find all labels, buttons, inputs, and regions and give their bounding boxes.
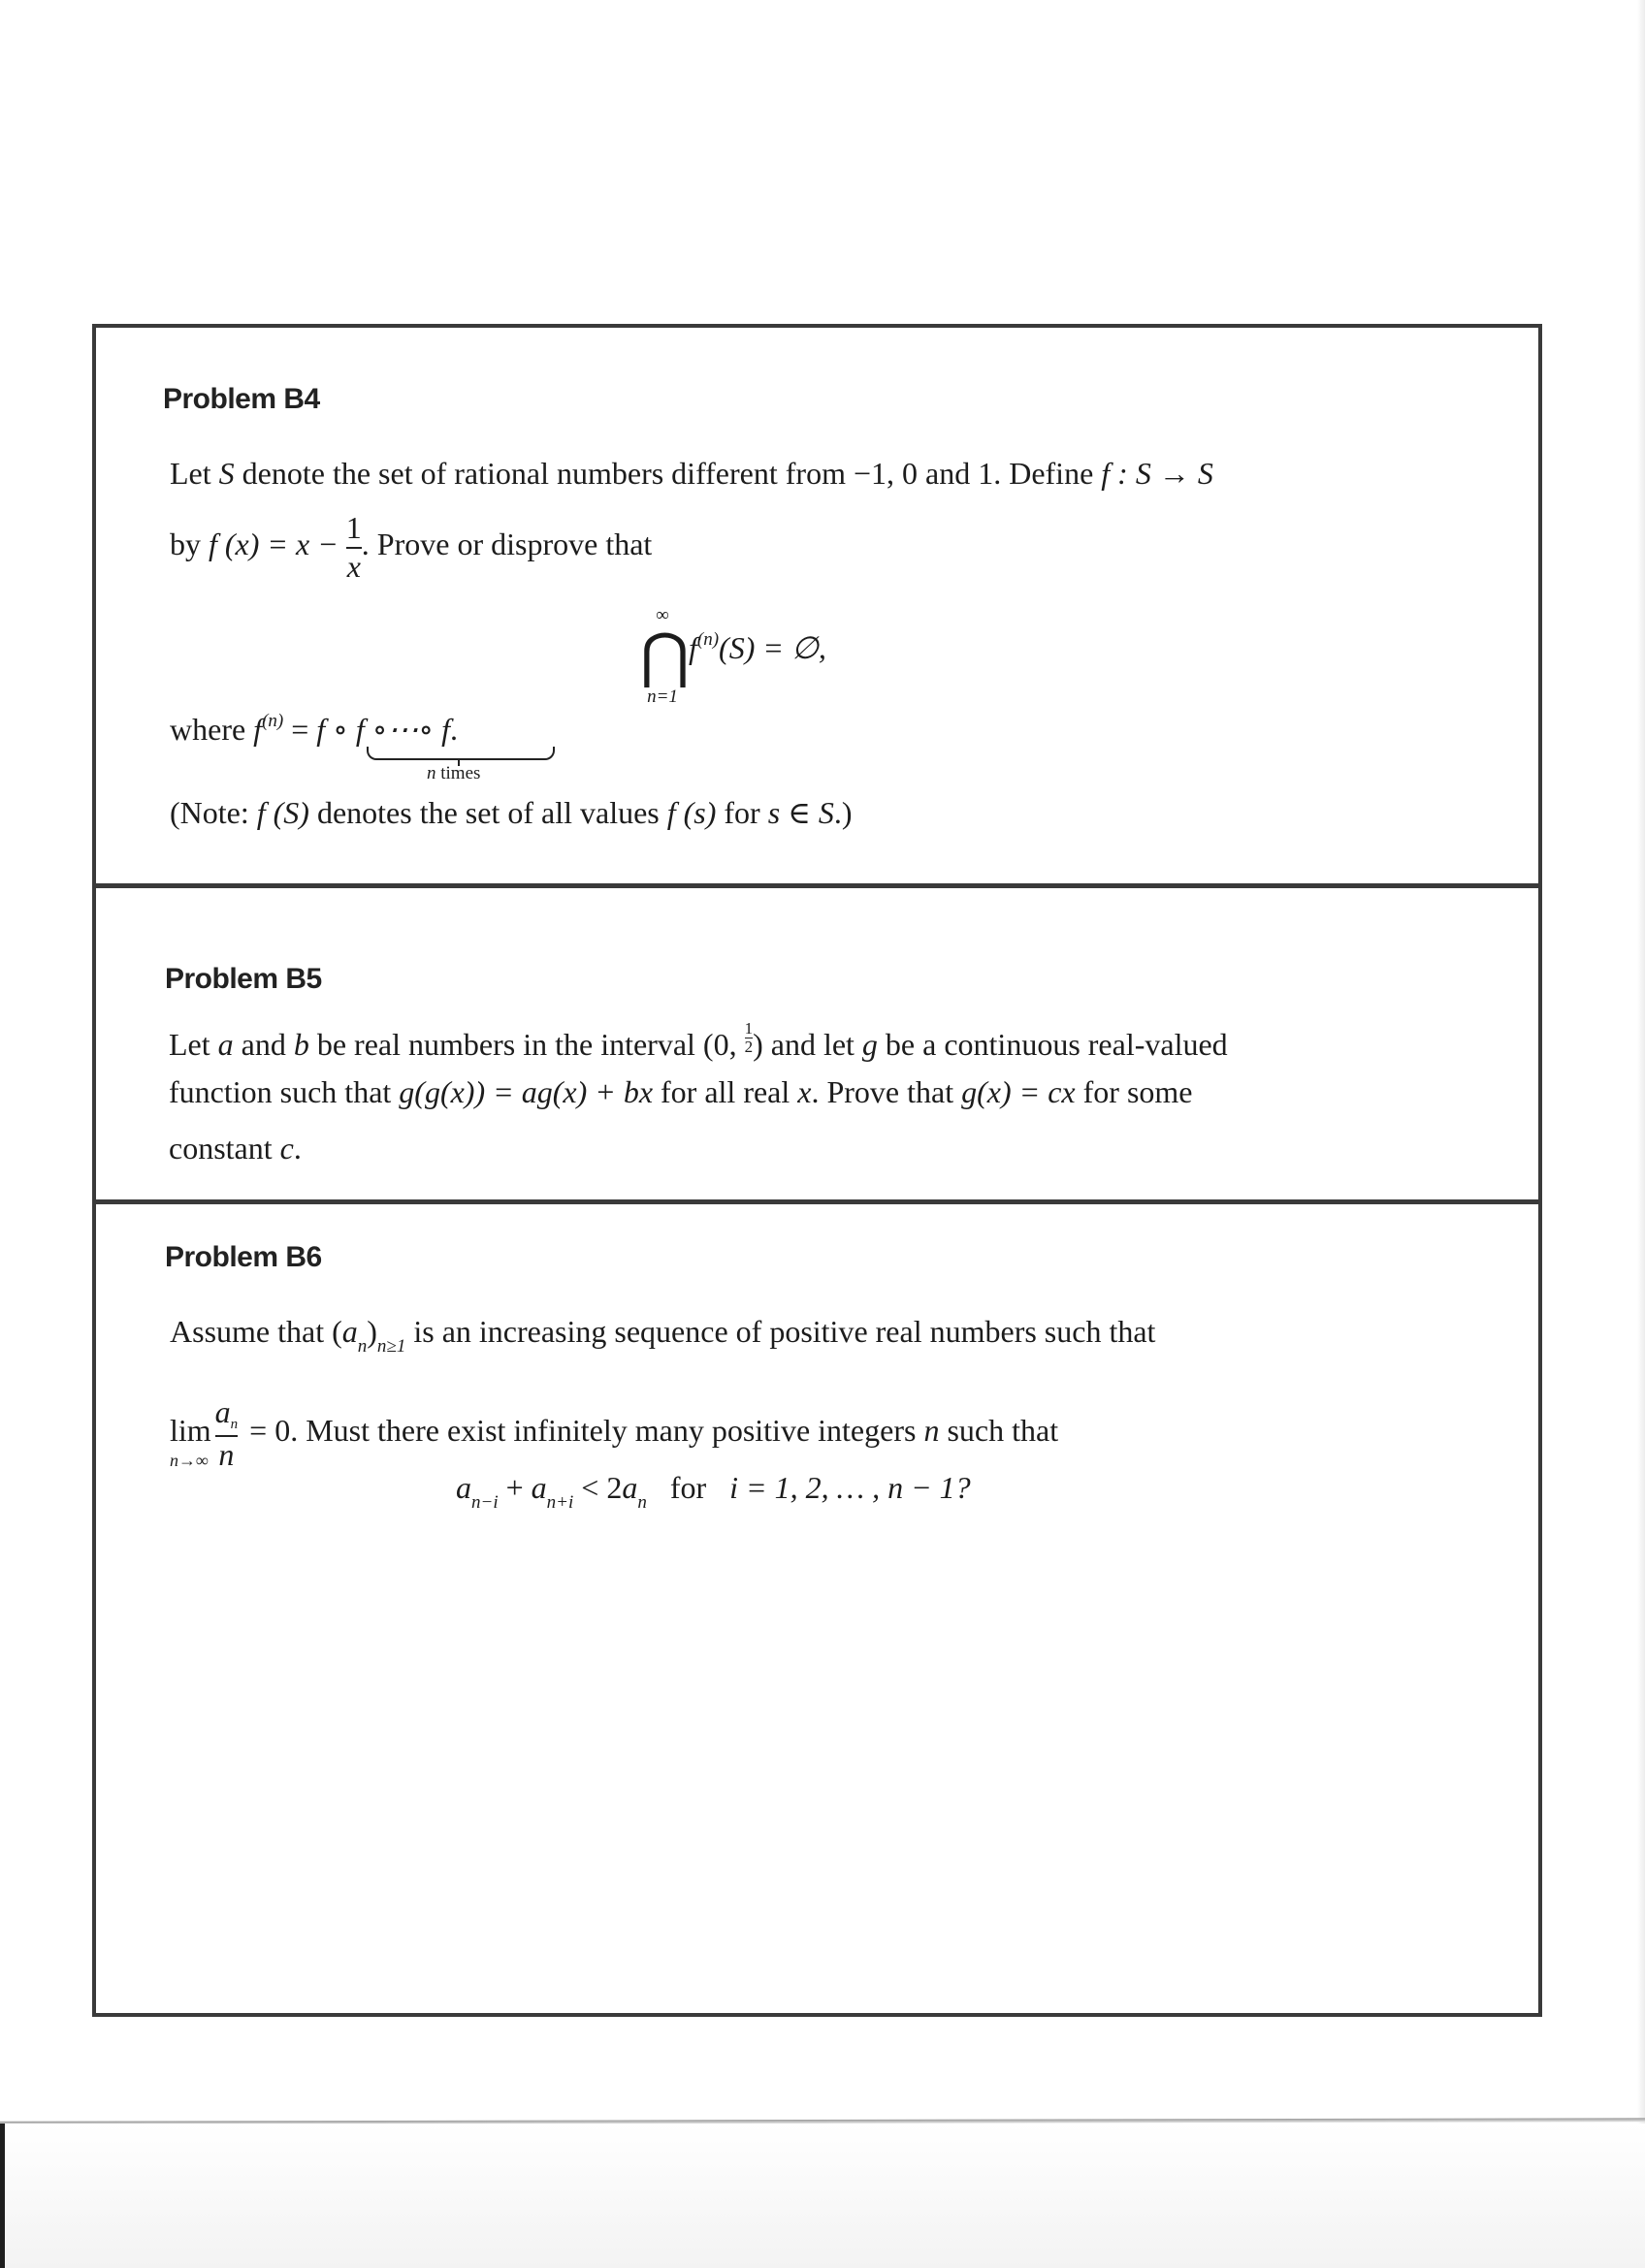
limit-operator <box>170 1413 211 1471</box>
subscript: n≥1 <box>376 1336 406 1357</box>
text: function such that <box>169 1074 400 1109</box>
text: Let <box>170 456 219 491</box>
text: for some <box>1075 1074 1193 1109</box>
math-var: c <box>279 1131 294 1166</box>
fraction-numerator: 1 <box>744 1019 754 1038</box>
fraction-numerator: 1 <box>345 510 362 545</box>
text: times <box>435 763 481 783</box>
text: denotes the set of all values <box>308 795 667 830</box>
problem-text-line <box>170 512 652 583</box>
text: be real numbers in the interval (0, <box>308 1026 745 1062</box>
underbrace-label <box>427 763 480 784</box>
fraction-denominator: x <box>346 548 361 584</box>
subscript: n+i <box>546 1492 574 1513</box>
problem-text-line <box>170 1316 1155 1356</box>
math-var: S <box>218 456 235 491</box>
fraction-numerator <box>215 1396 239 1433</box>
math-var: f <box>253 712 263 747</box>
text: ) and let <box>753 1026 862 1062</box>
problem-heading: Problem B6 <box>165 1241 322 1273</box>
problem-text-line <box>170 458 1213 489</box>
problem-text-line <box>170 712 458 745</box>
math-expression: s ∈ S <box>767 795 834 830</box>
text: be a continuous real-valued <box>877 1026 1228 1062</box>
fraction-denominator: 2 <box>744 1037 754 1056</box>
functional-equation: g(g(x)) = ag(x) + bx <box>399 1074 654 1109</box>
text: .) <box>833 795 853 830</box>
problem-heading: Problem B5 <box>165 963 322 995</box>
text: for <box>716 795 768 830</box>
limit-subscript: n→∞ <box>170 1451 209 1471</box>
text: for all real <box>653 1074 798 1109</box>
text: ) <box>367 1314 377 1349</box>
divider-b5-b6 <box>96 1199 1538 1204</box>
subscript: n <box>637 1492 647 1513</box>
text: constant <box>169 1131 280 1166</box>
math-var: n <box>923 1413 940 1449</box>
display-equation <box>456 1472 971 1512</box>
fraction <box>215 1396 239 1471</box>
math-expression: f (x) = x − <box>209 526 346 561</box>
math-expression: (S) = ∅, <box>719 630 826 665</box>
math-var: a <box>341 1314 358 1349</box>
math-var: b <box>293 1026 309 1062</box>
text: is an increasing sequence of positive real numbers such that <box>405 1314 1156 1349</box>
problem-note <box>170 797 853 828</box>
problem-text-line <box>170 1396 1058 1471</box>
divider-b4-b5 <box>96 883 1538 888</box>
math-expression: f (s) <box>666 795 717 830</box>
lower-limit: n=1 <box>647 687 678 707</box>
text: and <box>233 1026 294 1062</box>
problem-text-line <box>169 1020 1228 1060</box>
text: by <box>170 526 209 561</box>
math-var: g <box>861 1026 878 1062</box>
math-var: a <box>622 1470 638 1505</box>
text: such that <box>939 1413 1059 1449</box>
math-var: a <box>531 1470 547 1505</box>
text: denote the set of rational numbers different from −1, 0 and 1. Define <box>234 456 1102 491</box>
math-var: a <box>217 1026 234 1062</box>
text: (Note: <box>170 795 257 830</box>
fraction <box>346 512 362 583</box>
text: for <box>646 1470 730 1505</box>
text: . Prove or disprove that <box>361 526 653 561</box>
text: . Prove that <box>811 1074 962 1109</box>
text: Assume that ( <box>170 1314 342 1349</box>
text: Let <box>169 1026 218 1062</box>
fraction-one-half <box>745 1020 754 1056</box>
math-expression: i = 1, 2, … , n − 1? <box>729 1470 971 1505</box>
math-var: f <box>689 630 697 665</box>
intersection-operator <box>640 605 690 708</box>
display-equation <box>689 630 826 663</box>
math-var: a <box>456 1470 471 1505</box>
math-var: a <box>214 1394 231 1429</box>
underlying-page-edge <box>0 2124 5 2268</box>
problem-text-line <box>169 1076 1192 1107</box>
underlying-page <box>0 2124 1645 2268</box>
text: + <box>498 1470 532 1505</box>
upper-limit: ∞ <box>656 605 669 625</box>
math-var: n <box>427 763 436 783</box>
page-edge <box>1637 0 1645 2124</box>
math-expression: f (S) <box>256 795 309 830</box>
composition-expression: f ∘ f ∘⋯∘ f <box>316 712 450 747</box>
lim-label: lim <box>170 1413 211 1449</box>
text: . <box>293 1131 302 1166</box>
subscript: n <box>357 1336 368 1357</box>
math-expression: g(x) = cx <box>961 1074 1076 1109</box>
text: = <box>283 712 317 747</box>
superscript: (n) <box>262 711 284 731</box>
text: < 2 <box>573 1470 623 1505</box>
text: . <box>450 712 458 747</box>
superscript: (n) <box>696 629 720 650</box>
math-var: x <box>797 1074 812 1109</box>
intersection-symbol: ⋂ <box>640 623 690 689</box>
underbrace <box>367 747 555 760</box>
subscript: n <box>230 1417 239 1432</box>
text: = 0. Must there exist infinitely many positive integers <box>242 1413 924 1449</box>
text: where <box>170 712 254 747</box>
problem-text-line <box>169 1133 302 1164</box>
math-expression: f : S → S <box>1101 456 1213 491</box>
problem-heading: Problem B4 <box>163 383 320 415</box>
fraction-denominator: n <box>218 1436 235 1472</box>
subscript: n−i <box>471 1492 499 1513</box>
